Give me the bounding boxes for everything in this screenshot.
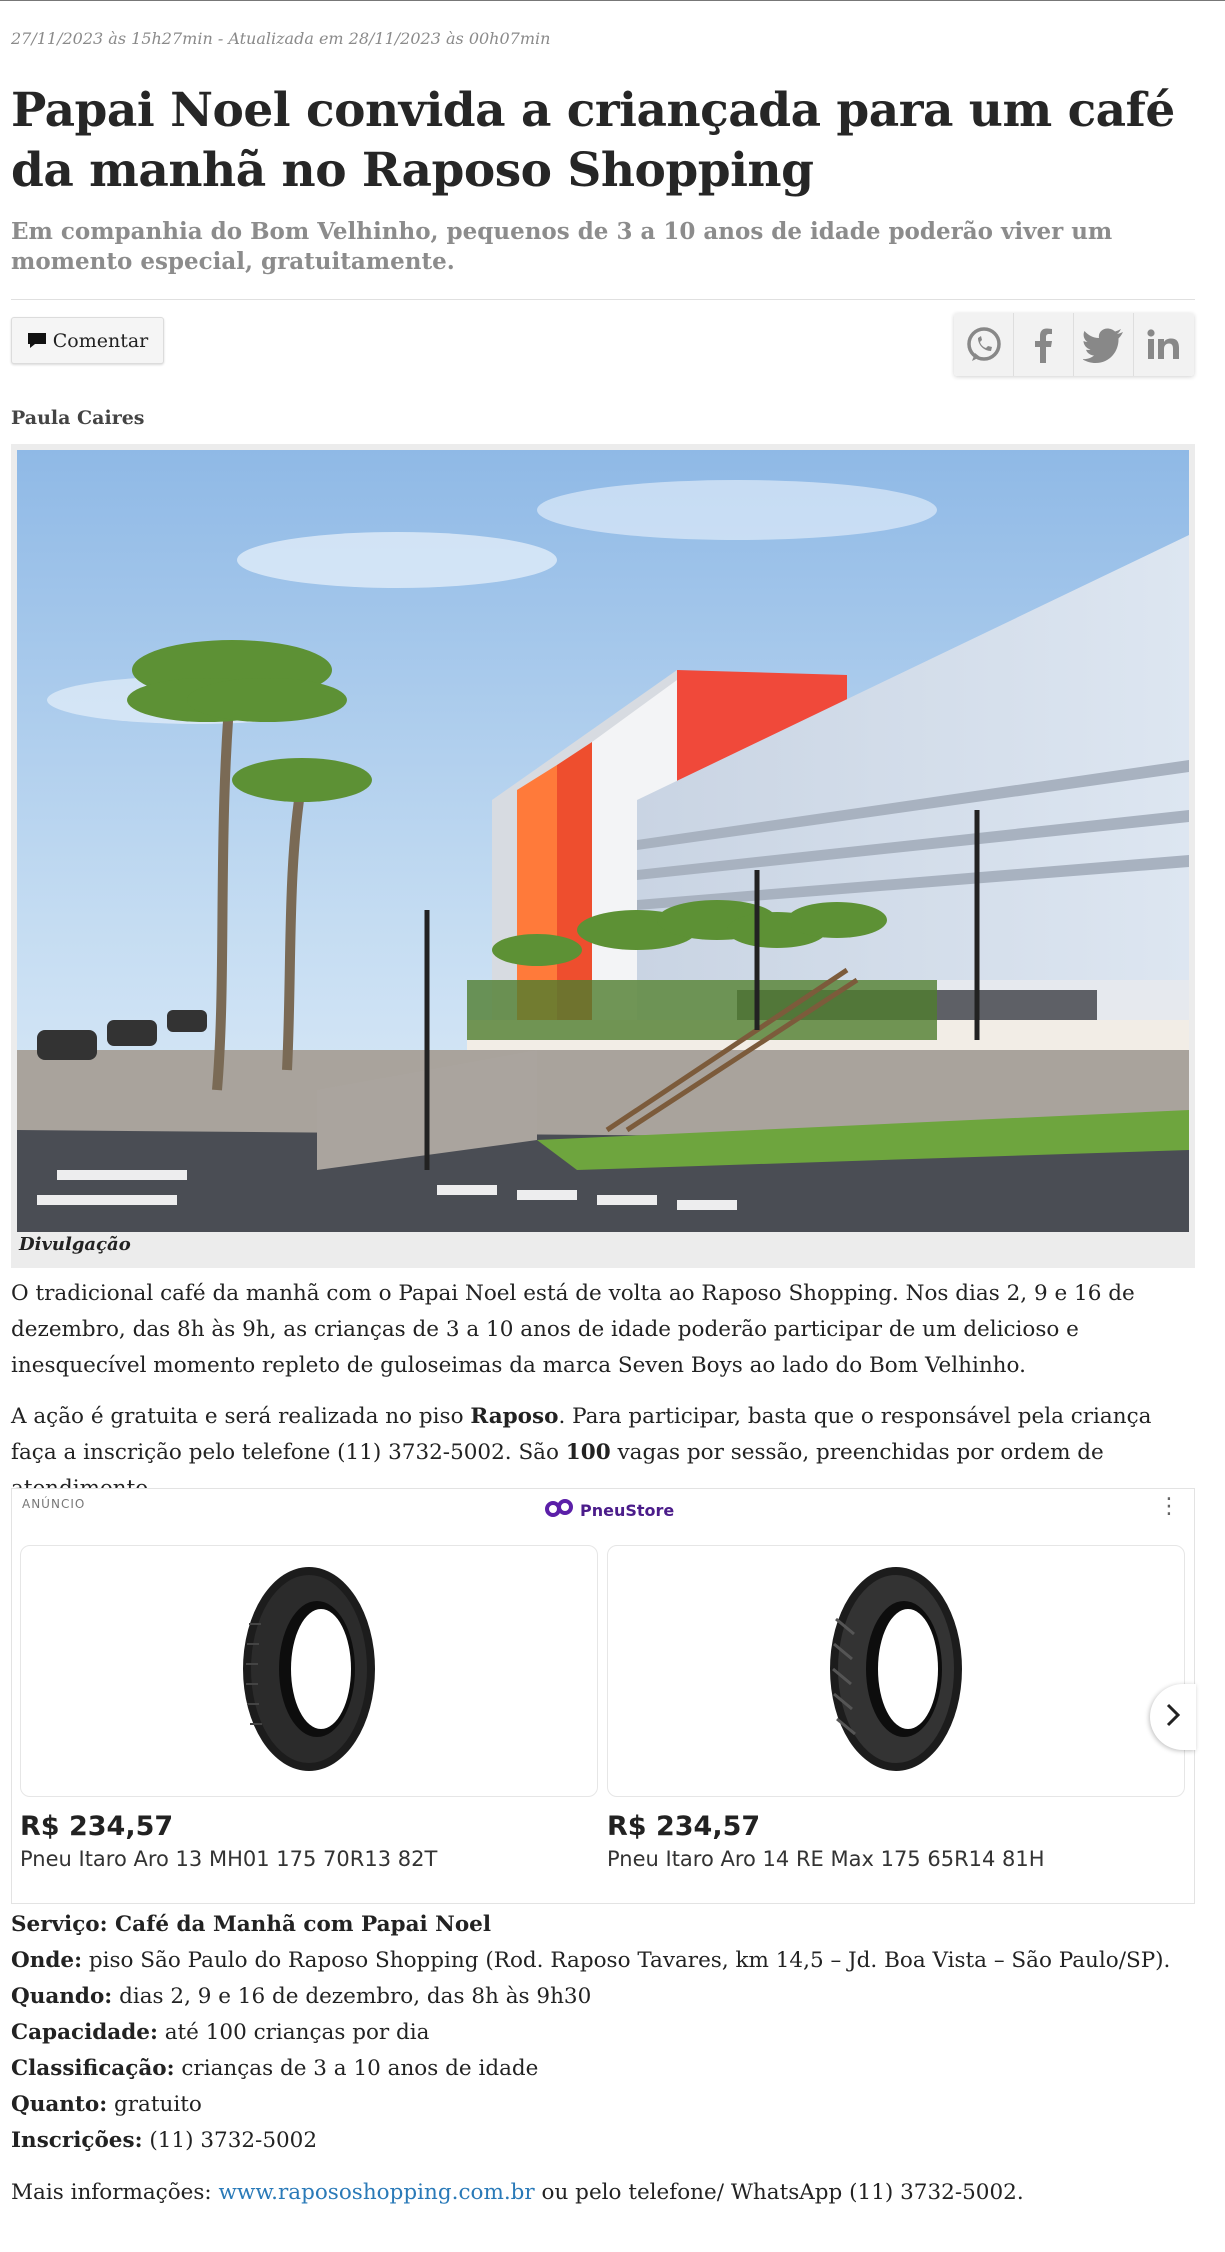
- divider: [11, 299, 1195, 300]
- page-title: Papai Noel convida a criançada para um café da manhã no Raposo Shopping: [11, 83, 1175, 198]
- paragraph-text: A ação é gratuita e será realizada no piso: [11, 1404, 471, 1429]
- paragraph-bold: 100: [565, 1440, 611, 1465]
- ad-product-name[interactable]: Pneu Itaro Aro 13 MH01 175 70R13 82T: [20, 1847, 438, 1871]
- facebook-icon: [1029, 325, 1059, 365]
- publish-timestamp: 27/11/2023 às 15h27min - Atualizada em 28/11/2023 às 00h07min: [11, 29, 551, 48]
- info-value: piso São Paulo do Raposo Shopping (Rod. Raposo Tavares, km 14,5 – Jd. Boa Vista – São Paulo/SP).: [82, 1948, 1171, 1973]
- info-value: (11) 3732-5002: [142, 2128, 318, 2153]
- author-name: Paula Caires: [11, 407, 145, 429]
- ad-brand-logo[interactable]: [544, 1499, 674, 1521]
- article-photo-frame: [11, 444, 1195, 1268]
- more-info: [11, 2175, 1024, 2211]
- info-value: crianças de 3 a 10 anos de idade: [174, 2056, 539, 2081]
- info-row-capacidade: [11, 2015, 1195, 2051]
- info-value: dias 2, 9 e 16 de dezembro, das 8h às 9h30: [112, 1984, 592, 2009]
- article-photo[interactable]: [17, 450, 1189, 1232]
- info-row-quando: [11, 1979, 1195, 2015]
- info-row-classificacao: [11, 2051, 1195, 2087]
- info-label: Serviço: Café da Manhã com Papai Noel: [11, 1912, 492, 1937]
- tire-icon: [239, 1564, 379, 1778]
- ad-product-price[interactable]: R$ 234,57: [20, 1811, 174, 1842]
- more-options-icon[interactable]: ⋮: [1158, 1494, 1180, 1519]
- ad-product-card[interactable]: [607, 1545, 1185, 1797]
- event-info: [11, 1907, 1195, 2159]
- paragraph-text: . Para participar, basta que o responsável pela criança faça a inscrição pelo telefone (11) 3732-5002. São: [11, 1404, 1152, 1465]
- info-value: gratuito: [107, 2092, 202, 2117]
- share-twitter-button[interactable]: [1074, 313, 1134, 376]
- ad-brand-name: PneuStore: [580, 1500, 675, 1520]
- comment-button-label: Comentar: [52, 329, 149, 352]
- whatsapp-icon: [964, 325, 1004, 365]
- pneustore-logo-icon: [544, 1499, 574, 1521]
- ad-product-price[interactable]: R$ 234,57: [607, 1811, 761, 1842]
- info-label: Classificação:: [11, 2056, 175, 2081]
- info-label: Inscrições:: [11, 2128, 143, 2153]
- info-value: até 100 crianças por dia: [157, 2020, 430, 2045]
- info-row-onde: [11, 1943, 1195, 1979]
- comment-button[interactable]: [11, 317, 164, 364]
- share-linkedin-button[interactable]: [1134, 313, 1194, 376]
- ad-product-card[interactable]: [20, 1545, 598, 1797]
- info-label: Onde:: [11, 1948, 83, 1973]
- paragraph-bold: Raposo: [470, 1404, 559, 1429]
- speech-bubble-icon: [27, 332, 47, 349]
- share-whatsapp-button[interactable]: [954, 313, 1014, 376]
- twitter-icon: [1083, 327, 1125, 363]
- photo-caption: Divulgação: [19, 1234, 131, 1255]
- tire-icon: [826, 1564, 966, 1778]
- paragraph-text: vagas por sessão, preenchidas por ordem de: [617, 1440, 1104, 1465]
- info-row-servico: [11, 1907, 1195, 1943]
- info-label: Capacidade:: [11, 2020, 158, 2045]
- ad-product-name[interactable]: Pneu Itaro Aro 14 RE Max 175 65R14 81H: [607, 1847, 1045, 1871]
- info-label: Quando:: [11, 1984, 113, 2009]
- ad-label: ANÚNCIO: [22, 1497, 86, 1511]
- info-row-inscricoes: [11, 2123, 1195, 2159]
- more-info-label: Mais informações:: [11, 2180, 219, 2205]
- info-row-quanto: [11, 2087, 1195, 2123]
- article-subtitle: Em companhia do Bom Velhinho, pequenos de 3 a 10 anos de idade poderão viver um momento especial, gratuitamente.: [11, 218, 1113, 275]
- more-info-tail: ou pelo telefone/ WhatsApp (11) 3732-5002.: [534, 2180, 1024, 2205]
- info-label: Quanto:: [11, 2092, 108, 2117]
- share-bar: [954, 313, 1194, 376]
- website-link[interactable]: www.rapososhopping.com.br: [218, 2180, 535, 2205]
- ad-block: [11, 1488, 1195, 1904]
- share-facebook-button[interactable]: [1014, 313, 1074, 376]
- chevron-right-icon: [1165, 1703, 1181, 1731]
- linkedin-icon: [1146, 329, 1182, 361]
- article-paragraph: O tradicional café da manhã com o Papai Noel está de volta ao Raposo Shopping. Nos dias 2, 9 e 16 de dezembro, das 8h às 9h, as crianças de 3 a 10 anos de idade poderão participar de um delicioso e inesquecível momento repleto de guloseimas da marca Seven Boys ao lado do Bom Velhinho.: [11, 1281, 1135, 1378]
